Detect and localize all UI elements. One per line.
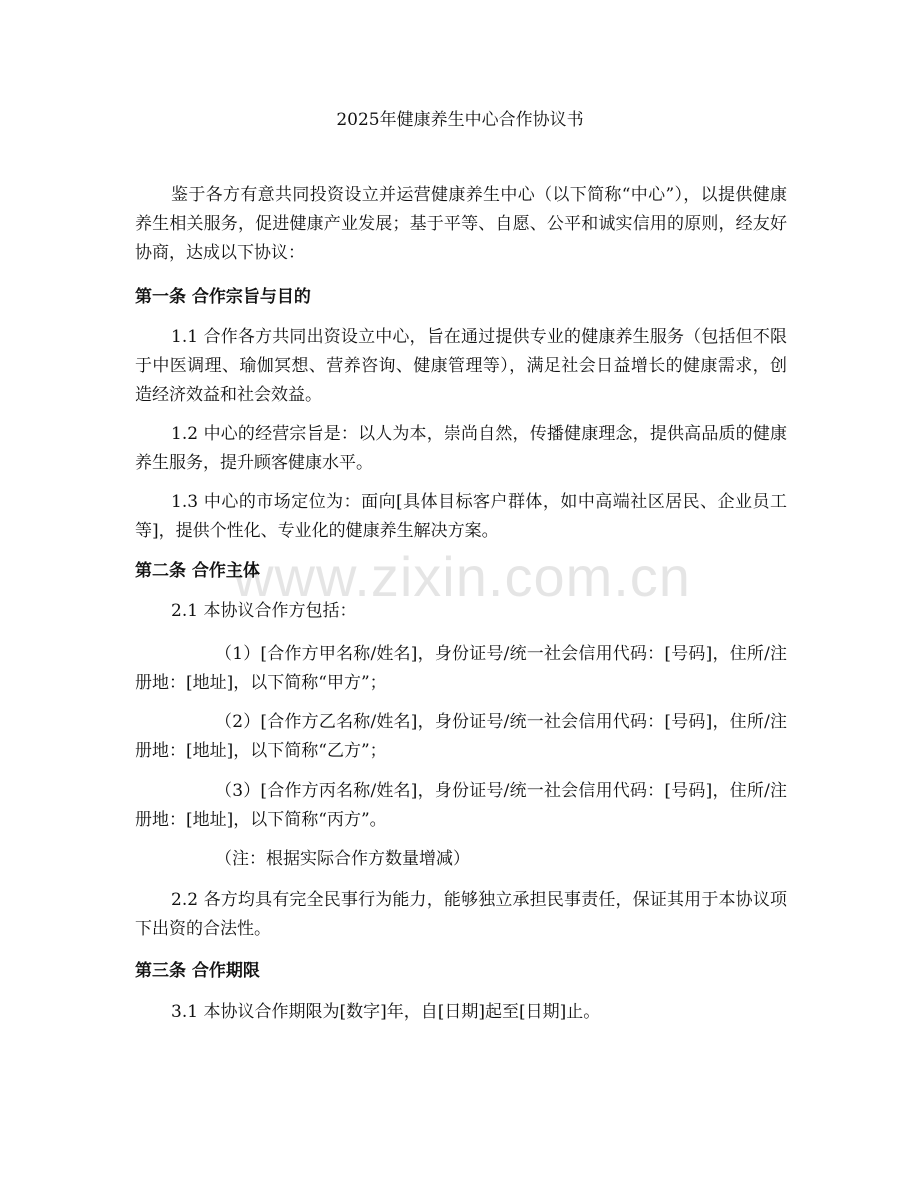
party-3: （3）[合作方丙名称/姓名]，身份证号/统一社会信用代码：[号码]，住所/注册地：[地址]，以下简称“丙方”。	[135, 781, 787, 830]
article2-heading: 第二条 合作主体	[135, 561, 260, 581]
article3-heading: 第三条 合作期限	[135, 961, 260, 981]
article3-clause-3-1: 3.1 本协议合作期限为[数字]年，自[日期]起至[日期]止。	[171, 1002, 601, 1022]
article2-clause-2-1: 2.1 本协议合作方包括：	[171, 601, 357, 621]
parties-note: （注：根据实际合作方数量增减）	[215, 849, 470, 869]
article1-clause-1-2: 1.2 中心的经营宗旨是：以人为本，崇尚自然，传播健康理念，提供高品质的健康养生服务，提升顾客健康水平。	[135, 424, 787, 473]
article1-clause-1-1: 1.1 合作各方共同出资设立中心，旨在通过提供专业的健康养生服务（包括但不限于中医调理、瑜伽冥想、营养咨询、健康管理等），满足社会日益增长的健康需求，创造经济效益和社会效益。	[135, 327, 787, 405]
article2-clause-2-2: 2.2 各方均具有完全民事行为能力，能够独立承担民事责任，保证其用于本协议项下出资的合法性。	[135, 890, 787, 939]
party-2: （2）[合作方乙名称/姓名]，身份证号/统一社会信用代码：[号码]，住所/注册地：[地址]，以下简称“乙方”；	[135, 712, 787, 761]
document-title: 2025年健康养生中心合作协议书	[336, 110, 584, 130]
watermark-text: www.zixin.com.cn	[233, 545, 691, 608]
intro-paragraph: 鉴于各方有意共同投资设立并运营健康养生中心（以下简称“中心”），以提供健康养生相关服务，促进健康产业发展；基于平等、自愿、公平和诚实信用的原则，经友好协商，达成以下协议：	[135, 185, 787, 263]
party-1: （1）[合作方甲名称/姓名]，身份证号/统一社会信用代码：[号码]，住所/注册地：[地址]，以下简称“甲方”；	[135, 644, 787, 693]
article1-heading: 第一条 合作宗旨与目的	[135, 287, 311, 307]
article1-clause-1-3: 1.3 中心的市场定位为：面向[具体目标客户群体，如中高端社区居民、企业员工等]，提供个性化、专业化的健康养生解决方案。	[135, 492, 787, 541]
